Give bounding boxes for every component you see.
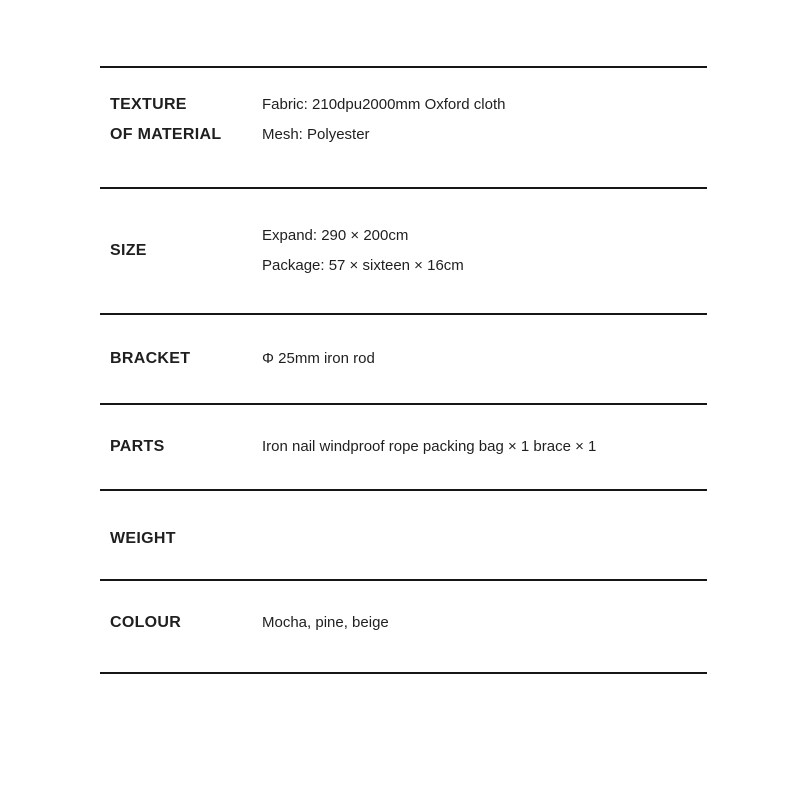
spec-row-bracket xyxy=(100,313,707,403)
spec-label-line: TEXTURE xyxy=(110,96,187,113)
spec-row-texture-of-material xyxy=(100,66,707,187)
spec-value-line: Mesh: Polyester xyxy=(262,126,370,143)
spec-label-line: OF MATERIAL xyxy=(110,126,222,143)
spec-label-line: WEIGHT xyxy=(110,530,176,547)
spec-value-colour xyxy=(262,608,707,638)
product-spec-table xyxy=(100,66,707,674)
spec-value-parts xyxy=(262,432,707,462)
spec-label-line: BRACKET xyxy=(110,350,191,367)
spec-value-line: Package: 57 × sixteen × 16cm xyxy=(262,257,464,274)
spec-label-bracket xyxy=(100,344,262,374)
spec-value-line: Fabric: 210dpu2000mm Oxford cloth xyxy=(262,96,506,113)
spec-label-line: PARTS xyxy=(110,438,165,455)
spec-value-line: Expand: 290 × 200cm xyxy=(262,227,409,244)
spec-label-colour xyxy=(100,608,262,638)
spec-row-size xyxy=(100,187,707,313)
spec-row-parts xyxy=(100,403,707,489)
spec-label-parts xyxy=(100,432,262,462)
spec-value-line: Φ 25mm iron rod xyxy=(262,350,375,367)
spec-label-line: COLOUR xyxy=(110,613,182,631)
spec-value-size xyxy=(262,221,707,281)
spec-label-weight xyxy=(100,524,262,554)
spec-value-line: Mocha, pine, beige xyxy=(262,613,389,631)
spec-label-texture-of-material xyxy=(100,90,262,150)
spec-value-bracket xyxy=(262,344,707,374)
spec-row-weight xyxy=(100,489,707,579)
spec-row-colour xyxy=(100,579,707,672)
spec-value-texture-of-material xyxy=(262,90,707,150)
spec-label-size xyxy=(100,236,262,266)
spec-value-line: Iron nail windproof rope packing bag × 1 brace × 1 xyxy=(262,438,597,455)
spec-label-line: SIZE xyxy=(110,242,147,259)
